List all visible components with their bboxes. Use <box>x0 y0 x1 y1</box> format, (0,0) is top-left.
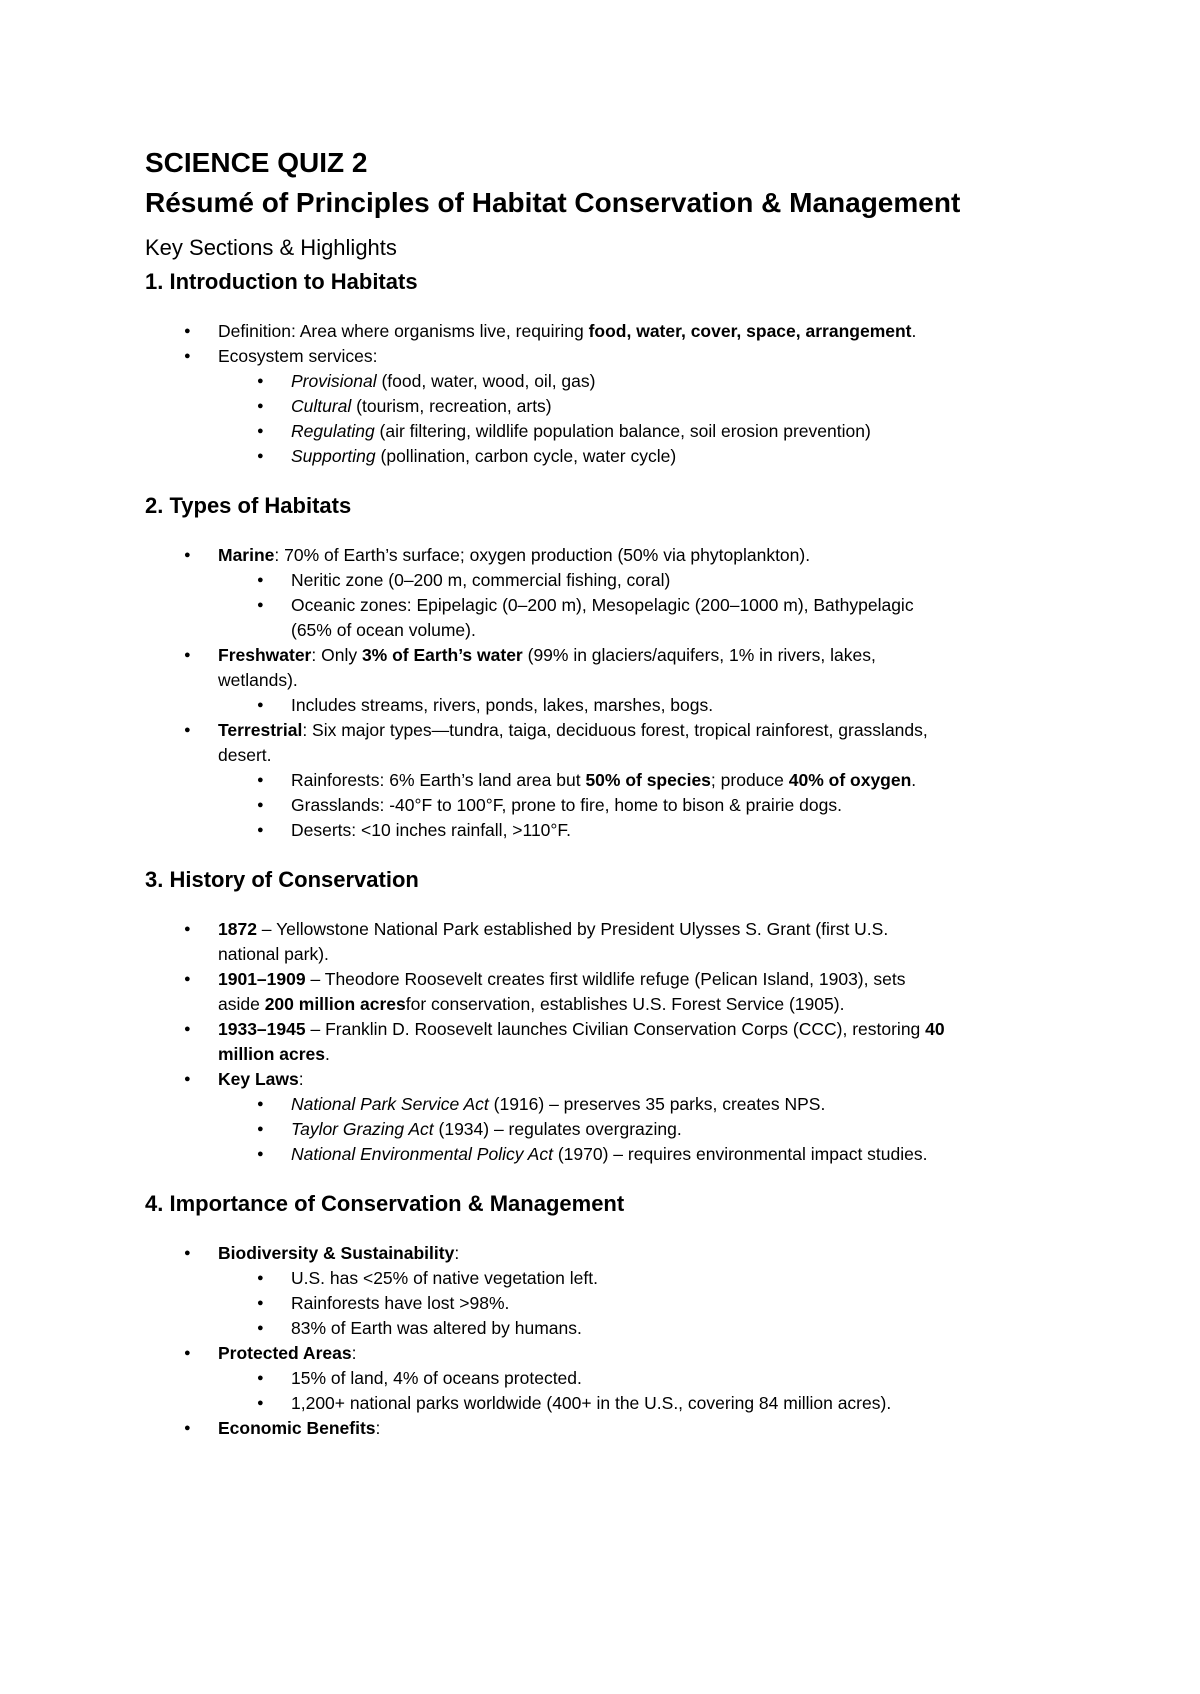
bullet: ● <box>184 1247 191 1259</box>
list-item: Ecosystem services: <box>218 346 378 366</box>
list-item-continued: (65% of ocean volume). <box>291 620 476 640</box>
list-item: National Park Service Act (1916) – preserves 35 parks, creates NPS. <box>291 1094 826 1114</box>
bullet: ● <box>184 549 191 561</box>
bullet: ● <box>257 824 264 836</box>
key-sections-heading: Key Sections & Highlights <box>145 235 397 260</box>
bullet: ● <box>257 1123 264 1135</box>
doc-subtitle: Résumé of Principles of Habitat Conservation & Management <box>145 187 961 218</box>
list-item: Includes streams, rivers, ponds, lakes, marshes, bogs. <box>291 695 714 715</box>
doc-title: SCIENCE QUIZ 2 <box>145 147 368 178</box>
bullet: ● <box>257 1322 264 1334</box>
bullet: ● <box>257 774 264 786</box>
list-item: 83% of Earth was altered by humans. <box>291 1318 582 1338</box>
list-item: Grasslands: -40°F to 100°F, prone to fire, home to bison & prairie dogs. <box>291 795 842 815</box>
list-item: Terrestrial: Six major types—tundra, taiga, deciduous forest, tropical rainforest, grasslands, <box>218 720 928 740</box>
section-4-heading: 4. Importance of Conservation & Management <box>145 1191 625 1216</box>
bullet: ● <box>184 1073 191 1085</box>
list-item: Freshwater: Only 3% of Earth’s water (99% in glaciers/aquifers, 1% in rivers, lakes, <box>218 645 876 665</box>
list-item: Key Laws: <box>218 1069 304 1089</box>
list-item: Definition: Area where organisms live, requiring food, water, cover, space, arrangement. <box>218 321 917 341</box>
list-item-continued: desert. <box>218 745 272 765</box>
list-item: U.S. has <25% of native vegetation left. <box>291 1268 598 1288</box>
bullet: ● <box>257 1148 264 1160</box>
list-item: Cultural (tourism, recreation, arts) <box>291 396 552 416</box>
list-item: 1872 – Yellowstone National Park established by President Ulysses S. Grant (first U.S. <box>218 919 889 939</box>
list-item: 1933–1945 – Franklin D. Roosevelt launches Civilian Conservation Corps (CCC), restoring 40 <box>218 1019 945 1039</box>
bullet: ● <box>184 923 191 935</box>
list-item: National Environmental Policy Act (1970) – requires environmental impact studies. <box>291 1144 928 1164</box>
list-item-continued: national park). <box>218 944 329 964</box>
list-item: Provisional (food, water, wood, oil, gas) <box>291 371 596 391</box>
list-item: Oceanic zones: Epipelagic (0–200 m), Mesopelagic (200–1000 m), Bathypelagic <box>291 595 914 615</box>
bullet: ● <box>257 1372 264 1384</box>
bullet: ● <box>184 973 191 985</box>
bullet: ● <box>257 1297 264 1309</box>
bullet: ● <box>257 400 264 412</box>
section-2-heading: 2. Types of Habitats <box>145 493 352 518</box>
list-item: 1901–1909 – Theodore Roosevelt creates first wildlife refuge (Pelican Island, 1903), sets <box>218 969 906 989</box>
bullet: ● <box>257 1272 264 1284</box>
bullet: ● <box>257 1397 264 1409</box>
list-item-continued: million acres. <box>218 1044 330 1064</box>
bullet: ● <box>257 574 264 586</box>
bullet: ● <box>184 325 191 337</box>
bullet: ● <box>184 1023 191 1035</box>
bullet: ● <box>257 699 264 711</box>
list-item: Taylor Grazing Act (1934) – regulates overgrazing. <box>291 1119 682 1139</box>
bullet: ● <box>257 1098 264 1110</box>
list-item: Rainforests have lost >98%. <box>291 1293 510 1313</box>
bullet: ● <box>257 799 264 811</box>
list-item: Protected Areas: <box>218 1343 357 1363</box>
bullet: ● <box>257 450 264 462</box>
bullet: ● <box>184 1347 191 1359</box>
list-item: 1,200+ national parks worldwide (400+ in the U.S., covering 84 million acres). <box>291 1393 892 1413</box>
bullet: ● <box>184 1422 191 1434</box>
list-item: Regulating (air filtering, wildlife population balance, soil erosion prevention) <box>291 421 871 441</box>
list-item: 15% of land, 4% of oceans protected. <box>291 1368 582 1388</box>
list-item: Marine: 70% of Earth’s surface; oxygen production (50% via phytoplankton). <box>218 545 811 565</box>
list-item: Economic Benefits: <box>218 1418 381 1438</box>
list-item: Supporting (pollination, carbon cycle, water cycle) <box>291 446 677 466</box>
section-1-heading: 1. Introduction to Habitats <box>145 269 418 294</box>
bullet: ● <box>257 599 264 611</box>
list-item-continued: aside 200 million acresfor conservation, establishes U.S. Forest Service (1905). <box>218 994 845 1014</box>
list-item: Rainforests: 6% Earth’s land area but 50% of species; produce 40% of oxygen. <box>291 770 917 790</box>
section-3-heading: 3. History of Conservation <box>145 867 419 892</box>
list-item: Deserts: <10 inches rainfall, >110°F. <box>291 820 572 840</box>
bullet: ● <box>257 375 264 387</box>
list-item: Biodiversity & Sustainability: <box>218 1243 460 1263</box>
list-item-continued: wetlands). <box>218 670 298 690</box>
bullet: ● <box>184 350 191 362</box>
bullet: ● <box>184 649 191 661</box>
bullet: ● <box>257 425 264 437</box>
list-item: Neritic zone (0–200 m, commercial fishing, coral) <box>291 570 671 590</box>
bullet: ● <box>184 724 191 736</box>
